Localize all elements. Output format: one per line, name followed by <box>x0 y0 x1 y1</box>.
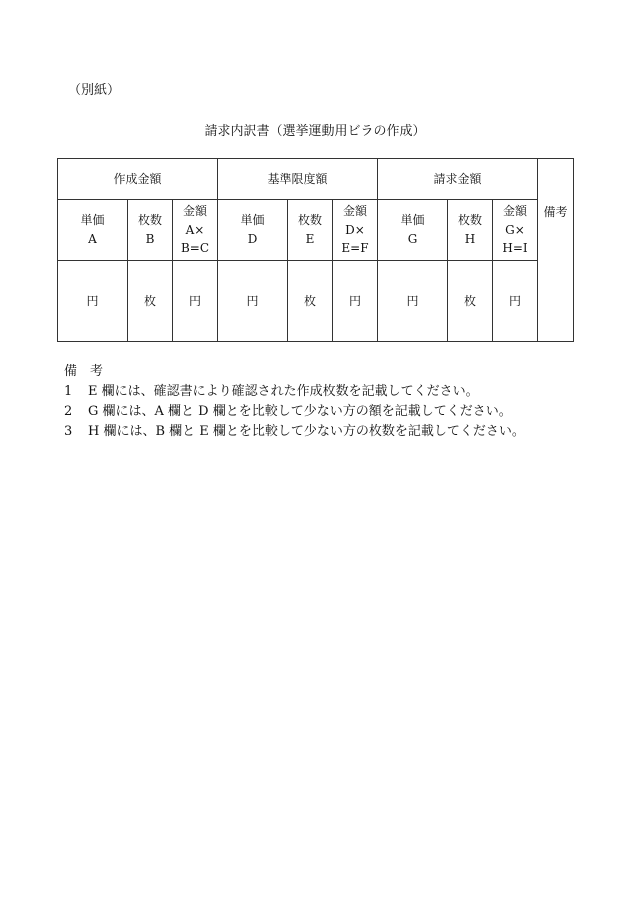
header-label: 単価 <box>400 213 425 228</box>
header-unit-price-a <box>58 200 128 261</box>
header-formula: H=I <box>502 241 528 256</box>
header-label: 金額 <box>182 204 207 219</box>
header-count-h <box>448 200 493 261</box>
group-header-claim-amount: 請求金額 <box>378 159 538 200</box>
header-unit-price-g <box>378 200 448 261</box>
group-header-creation-amount: 作成金額 <box>58 159 218 200</box>
value-cell-d[interactable]: 円 <box>218 261 288 342</box>
header-amount-c <box>173 200 218 261</box>
header-code: G <box>407 232 418 246</box>
header-amount-f <box>333 200 378 261</box>
group-header-base-limit: 基準限度額 <box>218 159 378 200</box>
value-cell-c[interactable]: 円 <box>173 261 218 342</box>
value-cell-e[interactable]: 枚 <box>288 261 333 342</box>
remark-note <box>64 382 525 402</box>
header-label: 枚数 <box>137 213 162 228</box>
remarks-section <box>64 362 525 442</box>
remarks-heading: 備 考 <box>64 364 104 379</box>
header-label: 単価 <box>80 213 105 228</box>
value-cell-h[interactable]: 枚 <box>448 261 493 342</box>
header-count-b <box>128 200 173 261</box>
remark-number: 1 <box>64 384 73 399</box>
header-code: A <box>88 232 97 246</box>
value-cell-i[interactable]: 円 <box>493 261 538 342</box>
header-formula: G× <box>505 222 525 237</box>
header-formula: E=F <box>341 241 369 256</box>
remark-number: 3 <box>64 424 73 439</box>
remark-text: E 欄には、確認書により確認された作成枚数を記載してください。 <box>88 384 479 399</box>
table-group-header-row <box>58 159 574 200</box>
table-value-row <box>58 261 574 342</box>
value-cell-g[interactable]: 円 <box>378 261 448 342</box>
header-formula: B=C <box>180 241 210 256</box>
header-label: 枚数 <box>297 213 322 228</box>
header-code: B <box>145 232 155 246</box>
remark-text: H 欄には、B 欄と E 欄とを比較して少ない方の枚数を記載してください。 <box>88 424 525 439</box>
remark-note <box>64 422 525 442</box>
header-label: 金額 <box>342 204 367 219</box>
document-title: 請求内訳書（選挙運動用ビラの作成） <box>204 124 426 139</box>
value-cell-b[interactable]: 枚 <box>128 261 173 342</box>
header-label: 金額 <box>502 204 527 219</box>
header-code: D <box>247 232 258 246</box>
header-amount-i <box>493 200 538 261</box>
attachment-label: （別紙） <box>68 83 121 98</box>
header-formula: A× <box>185 222 205 237</box>
header-count-e <box>288 200 333 261</box>
table-sub-header-row <box>58 200 574 261</box>
remark-number: 2 <box>64 404 73 419</box>
value-cell-f[interactable]: 円 <box>333 261 378 342</box>
header-label: 単価 <box>240 213 265 228</box>
header-label: 枚数 <box>457 213 482 228</box>
remark-text: G 欄には、A 欄と D 欄とを比較して少ない方の額を記載してください。 <box>88 404 512 419</box>
header-formula: D× <box>345 222 365 237</box>
remarks-column-header <box>538 159 574 342</box>
remarks-column-label: 備考 <box>543 205 568 219</box>
claim-breakdown-table <box>57 158 574 342</box>
value-cell-a[interactable]: 円 <box>58 261 128 342</box>
header-code: E <box>305 232 315 246</box>
header-code: H <box>464 232 476 246</box>
remark-note <box>64 402 525 422</box>
header-unit-price-d <box>218 200 288 261</box>
